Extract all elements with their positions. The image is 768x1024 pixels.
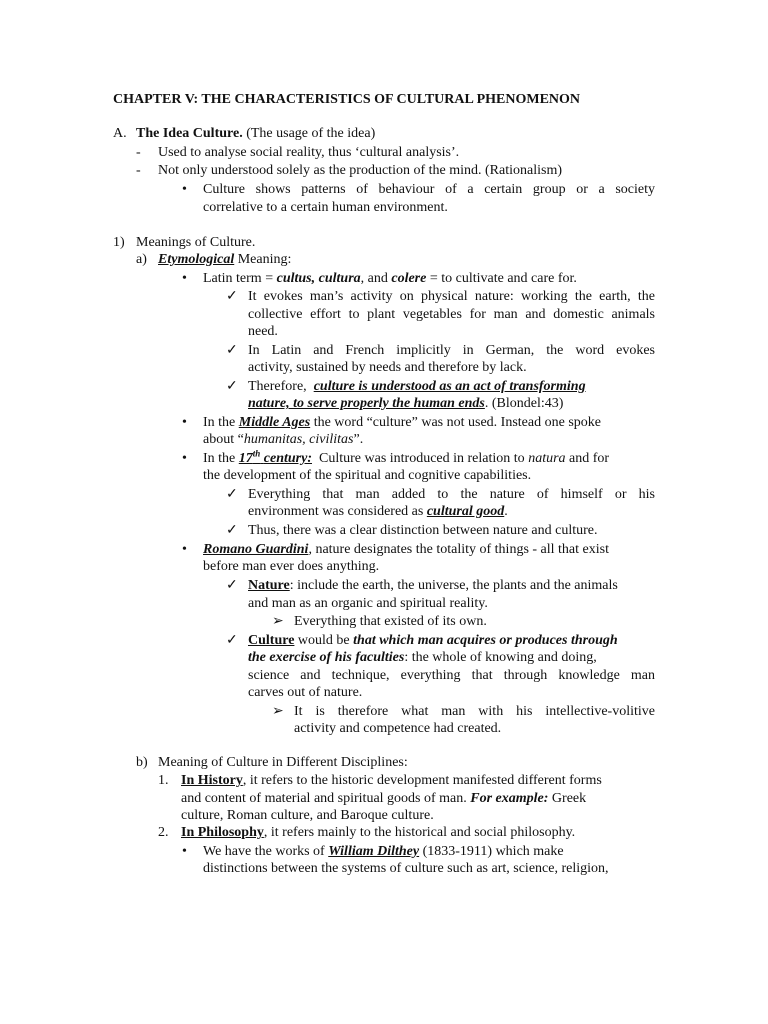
history-line bbox=[181, 772, 602, 790]
middle-ages-term: Middle Ages bbox=[238, 415, 311, 430]
nature-post: : include the earth, the universe, the plants and the animals bbox=[289, 578, 618, 593]
century-post: Culture was introduced in relation to bbox=[319, 451, 525, 466]
history-term: In History bbox=[181, 773, 243, 788]
culture-arrow-item-cont: activity and competence had created. bbox=[294, 721, 502, 736]
subsection-b-heading: Meaning of Culture in Different Disciplines: bbox=[158, 755, 408, 770]
bullet-icon: • bbox=[182, 271, 187, 286]
check-icon: ✓ bbox=[226, 343, 238, 358]
history-cont-2: culture, Roman culture, and Baroque culture. bbox=[181, 808, 434, 823]
check-item-4-pre: environment was considered as bbox=[248, 504, 424, 519]
latin-term-2: colere bbox=[391, 271, 427, 286]
middle-ages-post: the word “culture” was not used. Instead one spoke bbox=[313, 415, 601, 430]
check-item-1-end: need. bbox=[248, 324, 278, 339]
century-word: century: bbox=[263, 451, 312, 466]
dilthey-pre: We have the works of bbox=[203, 844, 325, 859]
century-cont: the development of the spiritual and cognitive capabilities. bbox=[203, 468, 532, 483]
guardini-name: Romano Guardini bbox=[203, 542, 309, 557]
century-term bbox=[238, 448, 312, 466]
check-item-3-cont bbox=[248, 395, 563, 413]
subsection-a-marker: a) bbox=[136, 252, 147, 267]
check-icon: ✓ bbox=[226, 289, 238, 304]
bullet-icon: • bbox=[182, 844, 187, 859]
check-item-1-cont: collective effort to plant vegetables for man and domestic animals bbox=[248, 307, 655, 322]
century-suffix: th bbox=[252, 448, 261, 459]
century-number: 17 bbox=[238, 451, 253, 466]
middle-ages-cont-post: ”. bbox=[353, 432, 364, 447]
century-post-2: and for bbox=[569, 451, 610, 466]
meaning-word: Meaning: bbox=[237, 252, 292, 267]
bullet-icon: • bbox=[182, 451, 187, 466]
cultural-good-term: cultural good bbox=[426, 504, 505, 519]
culture-post: would be bbox=[297, 633, 350, 648]
section-1-marker: 1) bbox=[113, 235, 125, 250]
arrow-icon: ➢ bbox=[272, 614, 284, 629]
bullet-icon: • bbox=[182, 415, 187, 430]
check-item-3-citation: . (Blondel:43) bbox=[484, 396, 564, 411]
culture-emphasis: that which man acquires or produces through bbox=[353, 633, 618, 648]
check-item-4: Everything that man added to the nature of himself or his bbox=[248, 487, 655, 502]
culture-term: Culture bbox=[248, 633, 295, 648]
dash-item-2: Not only understood solely as the production of the mind. (Rationalism) bbox=[158, 163, 562, 178]
culture-arrow-item: It is therefore what man with his intellective-volitive bbox=[294, 704, 655, 719]
bullet-text-cont: correlative to a certain human environment. bbox=[203, 200, 448, 215]
century-pre: In the bbox=[203, 451, 236, 466]
culture-cont-post: : the whole of knowing and doing, bbox=[404, 650, 597, 665]
check-icon: ✓ bbox=[226, 523, 238, 538]
section-a-note: (The usage of the idea) bbox=[246, 126, 376, 141]
check-item-3-emphasis-cont: nature, to serve properly the human ends bbox=[248, 396, 485, 411]
humanitas-term: humanitas, civilitas bbox=[243, 432, 354, 447]
guardini-post: , nature designates the totality of things - all that exist bbox=[308, 542, 609, 557]
check-item-3 bbox=[248, 378, 586, 396]
culture-emphasis-cont: the exercise of his faculties bbox=[248, 650, 405, 665]
check-item-1: It evokes man’s activity on physical nature: working the earth, the bbox=[248, 289, 655, 304]
check-icon: ✓ bbox=[226, 578, 238, 593]
numbered-marker-1: 1. bbox=[158, 773, 169, 788]
check-item-4-post: . bbox=[504, 504, 508, 519]
check-icon: ✓ bbox=[226, 633, 238, 648]
check-item-4-cont bbox=[248, 503, 508, 521]
section-a-heading: The Idea Culture. bbox=[136, 126, 243, 141]
culture-cont-2: science and technique, everything that through knowledge man bbox=[248, 668, 655, 683]
section-1-heading: Meanings of Culture. bbox=[136, 235, 256, 250]
dilthey-post: (1833-1911) which make bbox=[422, 844, 564, 859]
culture-cont bbox=[248, 649, 597, 667]
guardini-line bbox=[203, 541, 609, 559]
bullet-icon: • bbox=[182, 542, 187, 557]
guardini-cont: before man ever does anything. bbox=[203, 559, 380, 574]
latin-mid: , and bbox=[360, 271, 388, 286]
history-cont-pre: and content of material and spiritual goods of man. bbox=[181, 791, 467, 806]
middle-ages-line bbox=[203, 414, 601, 432]
check-item-2-cont: activity, sustained by needs and therefore by lack. bbox=[248, 360, 527, 375]
subsection-b-marker: b) bbox=[136, 755, 148, 770]
check-item-3-emphasis: culture is understood as an act of transforming bbox=[313, 379, 586, 394]
century-line bbox=[203, 450, 609, 468]
middle-ages-pre: In the bbox=[203, 415, 236, 430]
bullet-text: Culture shows patterns of behaviour of a certain group or a society bbox=[203, 182, 655, 197]
arrow-icon: ➢ bbox=[272, 704, 284, 719]
culture-cont-3: carves out of nature. bbox=[248, 685, 363, 700]
nature-arrow-item: Everything that existed of its own. bbox=[294, 614, 487, 629]
dash-item-1: Used to analyse social reality, thus ‘cultural analysis’. bbox=[158, 145, 460, 160]
subsection-a-heading bbox=[158, 251, 291, 269]
etymological-term: Etymological bbox=[158, 252, 235, 267]
check-icon: ✓ bbox=[226, 379, 238, 394]
check-item-3-pre: Therefore, bbox=[248, 379, 307, 394]
philosophy-term: In Philosophy bbox=[181, 825, 264, 840]
check-item-2: In Latin and French implicitly in German, the word evokes bbox=[248, 343, 655, 358]
dilthey-line bbox=[203, 843, 564, 861]
dilthey-name: William Dilthey bbox=[328, 844, 420, 859]
latin-pre: Latin term = bbox=[203, 271, 274, 286]
section-a-heading-line bbox=[136, 125, 375, 143]
latin-term-1: cultus, cultura bbox=[276, 271, 361, 286]
nature-line bbox=[248, 577, 618, 595]
history-cont-post: Greek bbox=[551, 791, 587, 806]
numbered-marker-2: 2. bbox=[158, 825, 169, 840]
history-cont bbox=[181, 790, 586, 808]
check-icon: ✓ bbox=[226, 487, 238, 502]
nature-cont: and man as an organic and spiritual reality. bbox=[248, 596, 488, 611]
check-item-5: Thus, there was a clear distinction between nature and culture. bbox=[248, 523, 598, 538]
philosophy-post: , it refers mainly to the historical and social philosophy. bbox=[263, 825, 576, 840]
middle-ages-cont bbox=[203, 431, 363, 449]
latin-post: = to cultivate and care for. bbox=[429, 271, 577, 286]
philosophy-line bbox=[181, 824, 575, 842]
history-post: , it refers to the historic development manifested different forms bbox=[242, 773, 602, 788]
natura-term: natura bbox=[528, 451, 566, 466]
chapter-title: CHAPTER V: THE CHARACTERISTICS OF CULTURAL PHENOMENON bbox=[113, 92, 581, 107]
section-a-marker: A. bbox=[113, 126, 127, 141]
bullet-icon: • bbox=[182, 182, 187, 197]
nature-term: Nature bbox=[248, 578, 290, 593]
for-example-term: For example: bbox=[470, 791, 549, 806]
dash-bullet: - bbox=[136, 145, 141, 160]
latin-term-line bbox=[203, 270, 577, 288]
culture-line bbox=[248, 632, 618, 650]
middle-ages-cont-pre: about “ bbox=[203, 432, 244, 447]
dash-bullet: - bbox=[136, 163, 141, 178]
dilthey-cont: distinctions between the systems of culture such as art, science, religion, bbox=[203, 861, 609, 876]
